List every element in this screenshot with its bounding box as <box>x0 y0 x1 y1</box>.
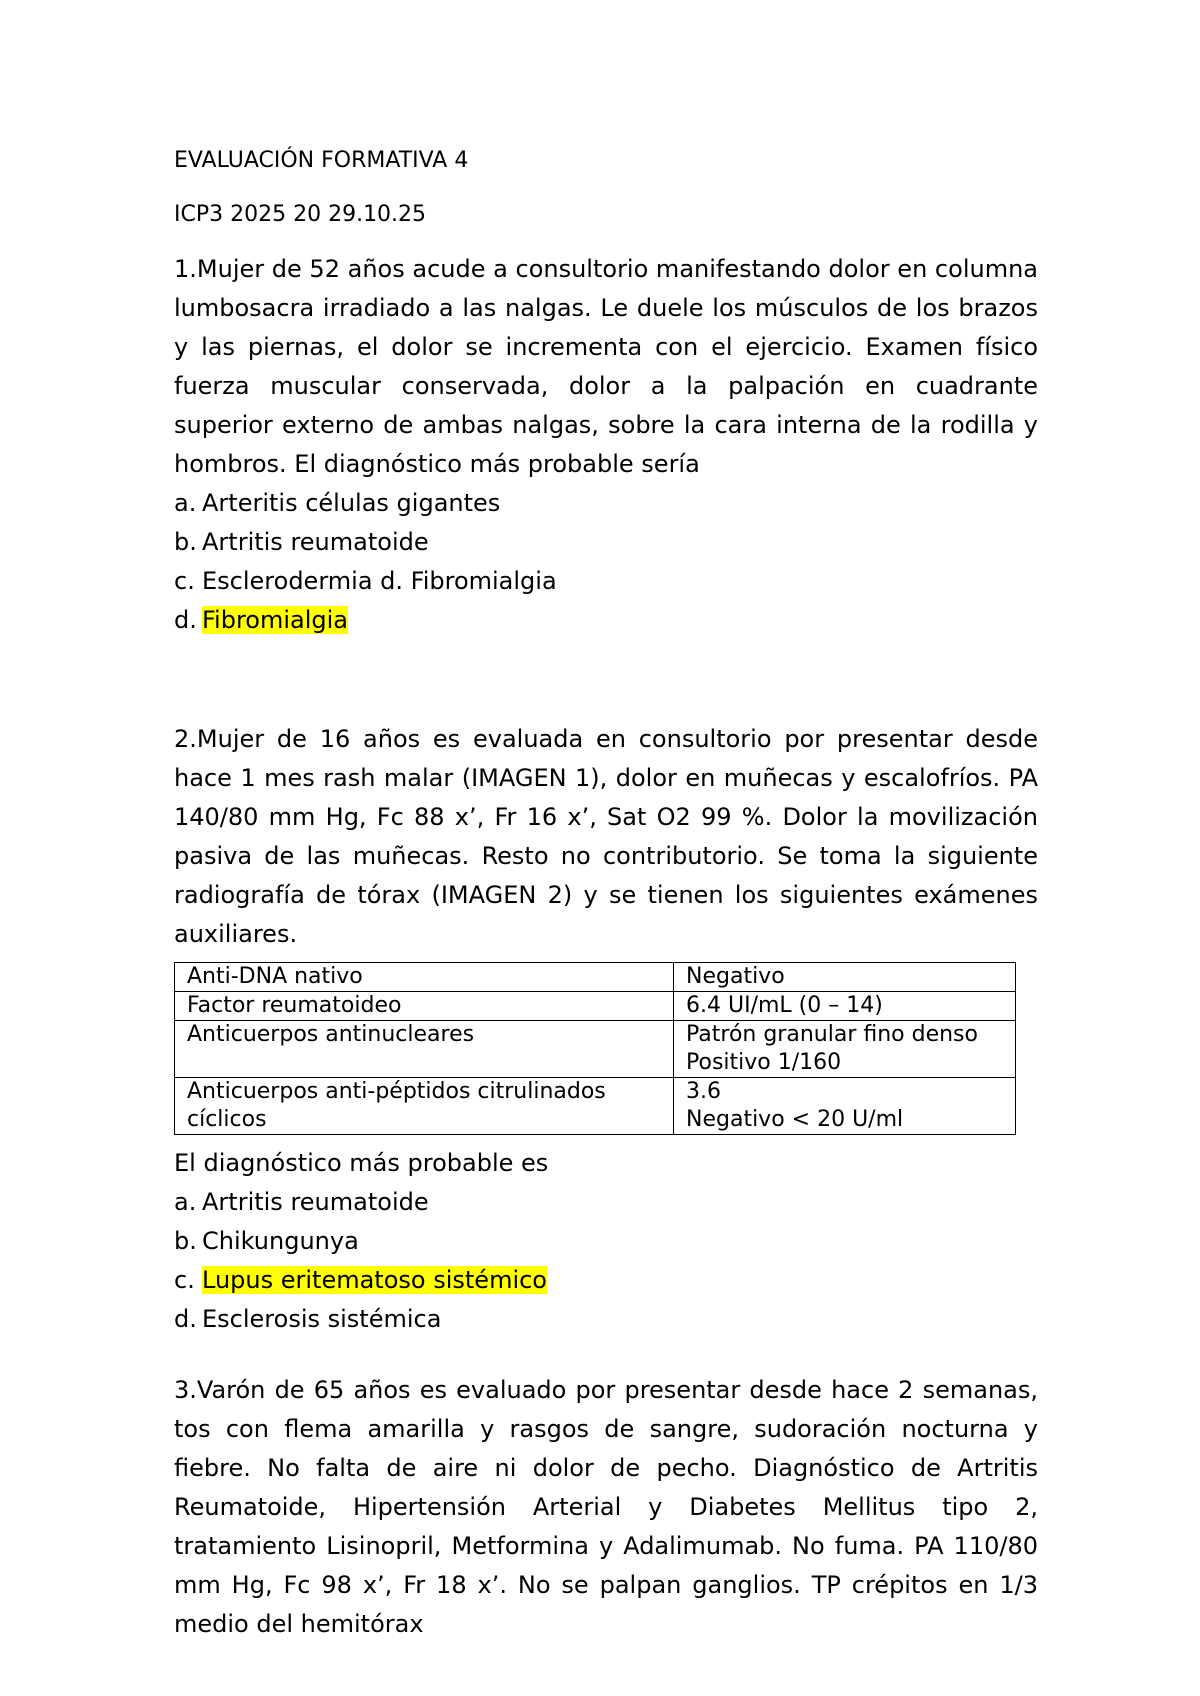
option-letter: d. <box>174 606 197 634</box>
lab-results-table <box>174 962 1016 1135</box>
option-letter: a. <box>174 1188 197 1216</box>
question-2-option-d <box>174 1300 441 1338</box>
table-row <box>175 1021 1016 1078</box>
question-1-text: 1.Mujer de 52 años acude a consultorio manifestando dolor en columna lumbosacra irradiado a las nalgas. Le duele los músculos de los brazos y las piernas, el dolor se incrementa con el ejercicio. Examen físico fuerza muscular conservada, dolor a la palpación en cuadrante superior externo de ambas nalgas, sobre la cara interna de la rodilla y hombros. El diagnóstico más probable sería <box>174 255 1038 478</box>
option-letter: c. <box>174 567 195 595</box>
lab-result-cell <box>674 1078 1016 1135</box>
table-row <box>175 963 1016 992</box>
table-row <box>175 1078 1016 1135</box>
document-title: EVALUACIÓN FORMATIVA 4 <box>174 148 469 173</box>
table-row <box>175 992 1016 1021</box>
question-2-text: 2.Mujer de 16 años es evaluada en consultorio por presentar desde hace 1 mes rash malar (IMAGEN 1), dolor en muñecas y escalofríos. PA 140/80 mm Hg, Fc 88 x’, Fr 16 x’, Sat O2 99 %. Dolor la movilización pasiva de las muñecas. Resto no contributorio. Se toma la siguiente radiografía de tórax (IMAGEN 2) y se tienen los siguientes exámenes auxiliares. <box>174 725 1038 948</box>
question-2-option-b <box>174 1222 359 1260</box>
option-letter: b. <box>174 1227 197 1255</box>
lab-test: Anticuerpos antinucleares <box>175 1021 674 1078</box>
question-3-text: 3.Varón de 65 años es evaluado por presentar desde hace 2 semanas, tos con flema amarilla y rasgos de sangre, sudoración nocturna y fiebre. No falta de aire ni dolor de pecho. Diagnóstico de Artritis Reumatoide, Hipertensión Arterial y Diabetes Mellitus tipo 2, tratamiento Lisinopril, Metformina y Adalimumab. No fuma. PA 110/80 mm Hg, Fc 98 x’, Fr 18 x’. No se palpan ganglios. TP crépitos en 1/3 medio del hemitórax <box>174 1376 1038 1638</box>
option-text: Chikungunya <box>202 1227 359 1255</box>
option-text: Esclerosis sistémica <box>202 1305 442 1333</box>
lab-result: 3.6 <box>686 1079 721 1104</box>
question-1-option-c <box>174 562 557 600</box>
question-1-option-b <box>174 523 429 561</box>
lab-result: 6.4 UI/mL (0 – 14) <box>674 992 1016 1021</box>
question-1-option-a <box>174 484 500 522</box>
question-2-option-c <box>174 1261 547 1299</box>
option-letter: c. <box>174 1266 195 1294</box>
option-letter: a. <box>174 489 197 517</box>
question-2-option-a <box>174 1183 429 1221</box>
lab-result-secondary: Positivo 1/160 <box>686 1050 842 1075</box>
lab-test: Factor reumatoideo <box>175 992 674 1021</box>
option-text: Artritis reumatoide <box>202 528 429 556</box>
option-letter: b. <box>174 528 197 556</box>
document-subtitle: ICP3 2025 20 29.10.25 <box>174 202 427 227</box>
lab-result: Negativo <box>674 963 1016 992</box>
question-1-stem <box>174 250 1038 484</box>
option-letter: d. <box>174 1305 197 1333</box>
lab-result: Patrón granular fino denso <box>686 1022 978 1047</box>
question-1-option-d <box>174 601 348 639</box>
option-text-highlighted: Fibromialgia <box>202 606 349 634</box>
question-3-stem <box>174 1371 1038 1644</box>
lab-result-cell <box>674 1021 1016 1078</box>
option-text: Artritis reumatoide <box>202 1188 429 1216</box>
option-text: Esclerodermia d. Fibromialgia <box>202 567 557 595</box>
lab-result-secondary: Negativo < 20 U/ml <box>686 1107 904 1132</box>
question-2-stem <box>174 720 1038 954</box>
lab-test: Anti-DNA nativo <box>175 963 674 992</box>
lab-test: Anticuerpos anti-péptidos citrulinados cíclicos <box>175 1078 674 1135</box>
option-text-highlighted: Lupus eritematoso sistémico <box>202 1266 547 1294</box>
option-text: Arteritis células gigantes <box>202 489 501 517</box>
question-2-prompt: El diagnóstico más probable es <box>174 1149 549 1177</box>
